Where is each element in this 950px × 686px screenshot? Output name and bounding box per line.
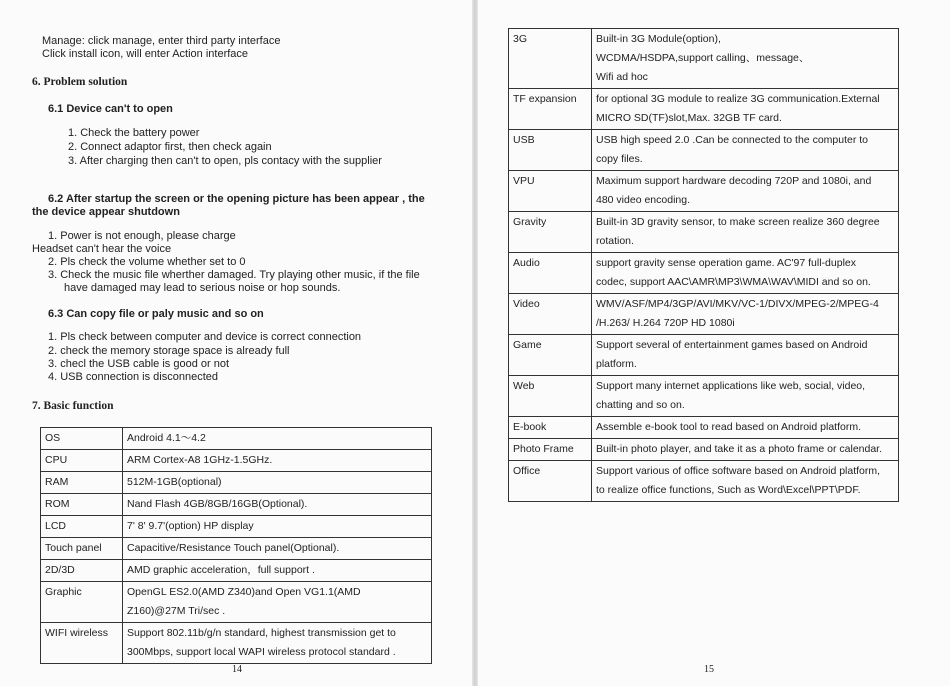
spec-key: 3G xyxy=(509,29,592,89)
spec-key: Web xyxy=(509,376,592,417)
spec-value xyxy=(592,253,899,294)
table-row xyxy=(509,130,899,171)
spec-key: Audio xyxy=(509,253,592,294)
spec-key: TF expansion xyxy=(509,89,592,130)
table-row xyxy=(509,417,899,439)
list-item: 4. USB connection is disconnected xyxy=(48,371,218,383)
table-row xyxy=(41,582,432,623)
spec-value-line: Built-in 3D gravity sensor, to make screen realize 360 degree xyxy=(596,216,880,228)
list-item: 3. Check the music file wherther damaged. Try playing other music, if the file xyxy=(48,269,420,281)
spec-value-line: WCDMA/HSDPA,support calling、message、 xyxy=(596,52,810,64)
section-6-2-title-line-1: 6.2 After startup the screen or the opening picture has been appear , the xyxy=(48,193,425,205)
spec-value-line: Wifi ad hoc xyxy=(596,71,648,83)
spec-value-line: platform. xyxy=(596,358,637,370)
section-6-2-title-line-2: the device appear shutdown xyxy=(32,206,180,218)
spec-value-line: Maximum support hardware decoding 720P and 1080i, and xyxy=(596,175,872,187)
spec-value xyxy=(123,516,432,538)
spec-key: Gravity xyxy=(509,212,592,253)
table-row xyxy=(509,212,899,253)
spec-value-line: AMD graphic acceleration，full support . xyxy=(127,564,315,576)
table-row xyxy=(41,428,432,450)
spec-value-line: Android 4.1～4.2 xyxy=(127,432,206,444)
spec-value-line: Support many internet applications like web, social, video, xyxy=(596,380,866,392)
table-row xyxy=(41,560,432,582)
spec-value xyxy=(592,171,899,212)
spec-value-line: WMV/ASF/MP4/3GP/AVI/MKV/VC-1/DIVX/MPEG-2/MPEG-4 xyxy=(596,298,879,310)
spec-value xyxy=(123,428,432,450)
table-row xyxy=(509,253,899,294)
headset-line: Headset can't hear the voice xyxy=(32,243,172,255)
spec-value-line: to realize office functions, Such as Word\Excel\PPT\PDF. xyxy=(596,484,861,496)
spec-value-line: Capacitive/Resistance Touch panel(Optional). xyxy=(127,542,340,554)
table-row xyxy=(509,376,899,417)
spec-table xyxy=(508,28,899,502)
spec-value xyxy=(592,294,899,335)
spec-value xyxy=(123,560,432,582)
table-row xyxy=(509,461,899,502)
list-item: 2. Pls check the volume whether set to 0 xyxy=(48,256,246,268)
spec-key: RAM xyxy=(41,472,123,494)
table-row xyxy=(41,538,432,560)
spec-key: E-book xyxy=(509,417,592,439)
page-number: 15 xyxy=(704,664,714,675)
spec-key: LCD xyxy=(41,516,123,538)
spec-value-line: 300Mbps, support local WAPI wireless protocol standard . xyxy=(127,646,396,658)
spec-value xyxy=(592,335,899,376)
spec-value xyxy=(123,623,432,664)
spec-value-line: copy files. xyxy=(596,153,643,165)
spec-value-line: Support several of entertainment games based on Android xyxy=(596,339,868,351)
table-row xyxy=(41,516,432,538)
spec-value xyxy=(123,472,432,494)
spec-value-line: Built-in photo player, and take it as a photo frame or calendar. xyxy=(596,443,883,455)
spec-value xyxy=(123,538,432,560)
table-row xyxy=(509,294,899,335)
right-page xyxy=(478,0,950,686)
spec-value-line: codec, support AAC\AMR\MP3\WMA\WAV\MIDI and so on. xyxy=(596,276,871,288)
spec-value xyxy=(592,130,899,171)
manage-line-2: Click install icon, will enter Action interface xyxy=(42,48,249,60)
spec-value-line: rotation. xyxy=(596,235,634,247)
spec-key: Game xyxy=(509,335,592,376)
spec-key: Touch panel xyxy=(41,538,123,560)
spec-value xyxy=(592,212,899,253)
section-6-1-title: 6.1 Device can't to open xyxy=(48,103,173,115)
spec-key: VPU xyxy=(509,171,592,212)
table-row xyxy=(41,623,432,664)
spec-key: WIFI wireless xyxy=(41,623,123,664)
spec-value xyxy=(592,461,899,502)
spec-value-line: 480 video encoding. xyxy=(596,194,690,206)
table-row xyxy=(41,450,432,472)
table-row xyxy=(509,89,899,130)
list-item: 1. Power is not enough, please charge xyxy=(48,230,236,242)
left-page xyxy=(0,0,472,686)
spec-value-line: Support various of office software based on Android platform, xyxy=(596,465,881,477)
section-6-title: 6. Problem solution xyxy=(32,76,128,88)
list-item: 1. Check the battery power xyxy=(68,127,200,139)
table-row xyxy=(41,472,432,494)
list-item: 2. check the memory storage space is already full xyxy=(48,345,290,357)
spec-value-line: OpenGL ES2.0(AMD Z340)and Open VG1.1(AMD xyxy=(127,586,361,598)
spec-value-line: 512M-1GB(optional) xyxy=(127,476,222,488)
spec-value xyxy=(592,89,899,130)
spec-value-line: Built-in 3G Module(option), xyxy=(596,33,721,45)
list-item: 1. Pls check between computer and device is correct connection xyxy=(48,331,362,343)
spec-value-line: 7' 8' 9.7'(option) HP display xyxy=(127,520,254,532)
spec-value-line: Z160)@27M Tri/sec . xyxy=(127,605,226,617)
spec-key: 2D/3D xyxy=(41,560,123,582)
basic-function-table xyxy=(40,427,432,664)
spec-value-line: chatting and so on. xyxy=(596,399,685,411)
list-item-continuation: have damaged may lead to serious noise or hop sounds. xyxy=(64,282,341,294)
manage-line-1: Manage: click manage, enter third party interface xyxy=(42,35,281,47)
list-item: 3. checl the USB cable is good or not xyxy=(48,358,229,370)
spec-value-line: support gravity sense operation game. AC'97 full-duplex xyxy=(596,257,856,269)
spec-key: OS xyxy=(41,428,123,450)
spec-value xyxy=(592,439,899,461)
spec-key: ROM xyxy=(41,494,123,516)
list-item: 2. Connect adaptor first, then check again xyxy=(68,141,272,153)
spec-value-line: Nand Flash 4GB/8GB/16GB(Optional). xyxy=(127,498,308,510)
spec-key: Photo Frame xyxy=(509,439,592,461)
spec-key: USB xyxy=(509,130,592,171)
section-6-3-title: 6.3 Can copy file or paly music and so on xyxy=(48,308,264,320)
spec-value xyxy=(592,417,899,439)
spec-value xyxy=(123,582,432,623)
spec-value-line: Assemble e-book tool to read based on Android platform. xyxy=(596,421,861,433)
table-row xyxy=(509,335,899,376)
page-number: 14 xyxy=(232,664,242,675)
spec-key: CPU xyxy=(41,450,123,472)
section-7-title: 7. Basic function xyxy=(32,400,114,412)
spec-value-line: for optional 3G module to realize 3G communication.External xyxy=(596,93,880,105)
list-item: 3. After charging then can't to open, pls contacy with the supplier xyxy=(68,155,382,167)
spec-key: Video xyxy=(509,294,592,335)
table-row xyxy=(509,171,899,212)
spec-value xyxy=(123,494,432,516)
spec-value xyxy=(592,29,899,89)
spec-key: Office xyxy=(509,461,592,502)
spec-value xyxy=(592,376,899,417)
spec-value-line: Support 802.11b/g/n standard, highest transmission get to xyxy=(127,627,396,639)
spec-key: Graphic xyxy=(41,582,123,623)
spec-value xyxy=(123,450,432,472)
spec-value-line: USB high speed 2.0 .Can be connected to the computer to xyxy=(596,134,869,146)
spec-value-line: ARM Cortex-A8 1GHz-1.5GHz. xyxy=(127,454,273,466)
table-row xyxy=(509,439,899,461)
table-row xyxy=(41,494,432,516)
spec-value-line: MICRO SD(TF)slot,Max. 32GB TF card. xyxy=(596,112,782,124)
table-row xyxy=(509,29,899,89)
spec-value-line: /H.263/ H.264 720P HD 1080i xyxy=(596,317,735,329)
